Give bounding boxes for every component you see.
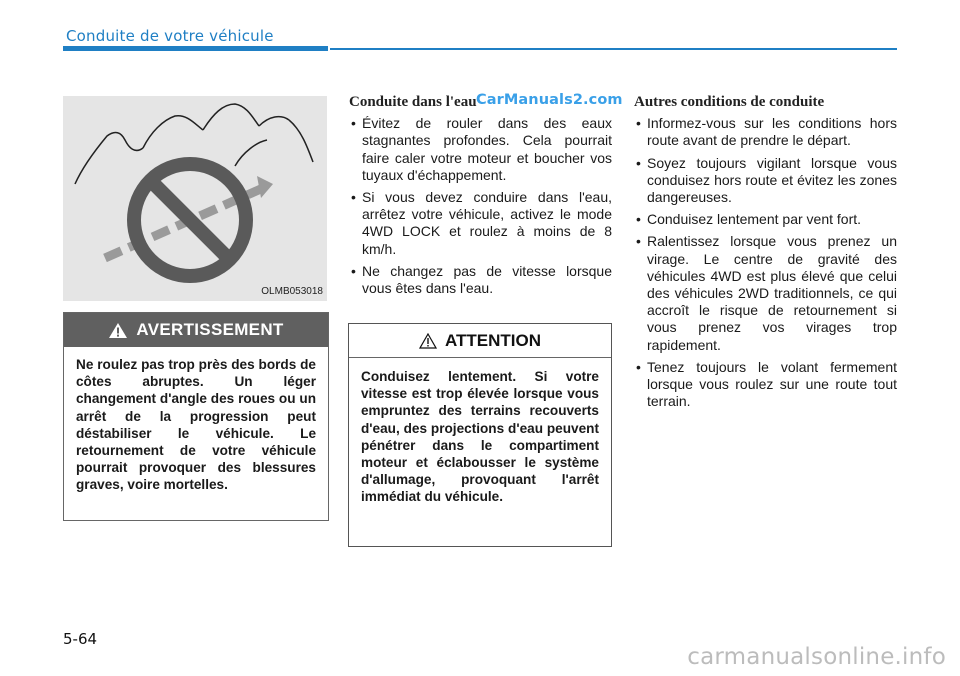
header-rule-thick (63, 46, 328, 51)
list-item: • Ne changez pas de vitesse lorsque vous êtes dans l'eau. (349, 263, 612, 297)
page-number: 5-64 (63, 630, 98, 648)
list-item: • Conduisez lentement par vent fort. (634, 211, 897, 228)
other-heading: Autres conditions de conduite (634, 94, 825, 110)
watermark-link[interactable]: CarManuals2.com (476, 92, 623, 108)
list-item: • Informez-vous sur les conditions hors route avant de prendre le départ. (634, 115, 897, 149)
footer-watermark[interactable]: carmanualsonline.info (687, 644, 946, 670)
list-item: • Tenez toujours le volant fermement lorsque vous roulez sur une route tout terrain. (634, 359, 897, 411)
list-item: • Si vous devez conduire dans l'eau, arrêtez votre véhicule, activez le mode 4WD LOCK et roulez à moins de 8 km/h. (349, 189, 612, 258)
water-list (349, 115, 612, 297)
caution-triangle-icon (419, 333, 437, 349)
attention-box (348, 323, 612, 547)
figure-code: OLMB053018 (261, 286, 323, 297)
list-item: • Ralentissez lorsque vous prenez un virage. Le centre de gravité des véhicules 4WD est plus élevé que celui des véhicules 2WD traditionnels, ce qui accroît le risque de retournement si vous prenez vos virages trop rapidement. (634, 233, 897, 353)
warning-box (63, 312, 329, 521)
warning-header (64, 313, 328, 347)
other-section (634, 94, 897, 415)
attention-header (349, 324, 611, 358)
list-item: • Évitez de rouler dans des eaux stagnantes profondes. Cela pourrait faire caler votre moteur et boucher vos tuyaux d'échappement. (349, 115, 612, 184)
warning-title: AVERTISSEMENT (136, 320, 284, 339)
warning-triangle-icon (108, 322, 128, 339)
illustration-figure (63, 96, 327, 301)
header-rule-thin (330, 48, 897, 50)
section-title: Conduite de votre véhicule (66, 27, 274, 45)
list-item: • Soyez toujours vigilant lorsque vous conduisez hors route et évitez les zones dangereuses. (634, 155, 897, 207)
warning-body: Ne roulez pas trop près des bords de côtes abruptes. Un léger changement d'angle des roues ou un arrêt de la progression peut déstabiliser le véhicule. Le retournement de votre véhicule pourrait provoquer des blessures graves, voire mortelles. (76, 357, 316, 493)
other-list (634, 115, 897, 410)
water-section (349, 94, 612, 302)
attention-body: Conduisez lentement. Si votre vitesse est trop élevée lorsque vous empruntez des terrains recouverts d'eau, des projections d'eau peuvent pénétrer dans le compartiment moteur et éclabousser le système d'allumage, provoquant l'arrêt immédiat du véhicule. (361, 369, 599, 505)
attention-title: ATTENTION (444, 330, 541, 350)
no-entry-icon (63, 96, 327, 301)
water-heading: Conduite dans l'eau (349, 94, 477, 110)
